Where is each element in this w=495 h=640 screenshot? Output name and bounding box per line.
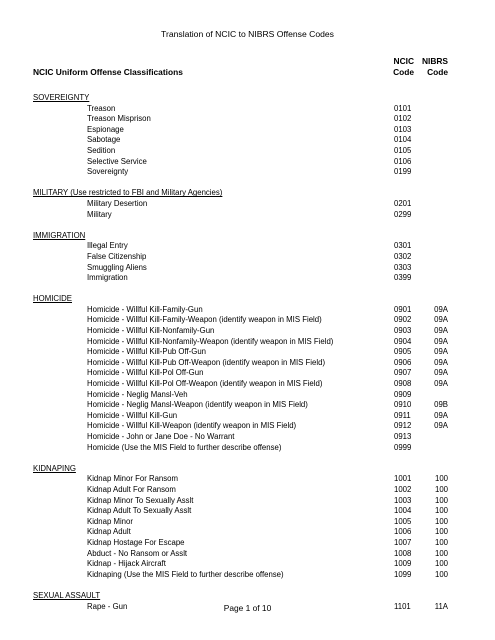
ncic-code: 0399 [394, 273, 412, 283]
nibrs-code: 100 [434, 495, 448, 505]
nibrs-code: 100 [434, 506, 448, 516]
nibrs-code: 09A [434, 347, 448, 357]
ncic-code-column-header [386, 56, 414, 78]
table-row [0, 538, 495, 549]
offense-description: Kidnap Minor To Sexually Asslt [87, 495, 194, 505]
offense-description: Espionage [87, 124, 124, 134]
section-spacer [0, 580, 495, 591]
table-row [0, 315, 495, 326]
ncic-code: 0105 [394, 145, 412, 155]
ncic-code: 1008 [394, 548, 412, 558]
nibrs-code: 09A [434, 410, 448, 420]
ncic-code: 1007 [394, 537, 412, 547]
table-row [0, 157, 495, 168]
section-title-text: KIDNAPING [33, 463, 76, 473]
ncic-code: 0303 [394, 262, 412, 272]
ncic-code: 1009 [394, 559, 412, 569]
ncic-code: 0901 [394, 304, 412, 314]
table-row [0, 305, 495, 316]
offense-description: Homicide - Willful Kill-Pol Off-Weapon (identify weapon in MIS Field) [87, 379, 323, 389]
nibrs-code: 09A [434, 326, 448, 336]
offense-description: Homicide - Willful Kill-Nonfamily-Weapon (identify weapon in MIS Field) [87, 336, 334, 346]
ncic-code: 0910 [394, 400, 412, 410]
table-row [0, 125, 495, 136]
ncic-header-line-2: Code [393, 67, 414, 77]
table-row [0, 527, 495, 538]
nibrs-code: 100 [434, 569, 448, 579]
offense-description: Kidnap Adult To Sexually Asslt [87, 506, 192, 516]
nibrs-code: 100 [434, 548, 448, 558]
table-row [0, 443, 495, 454]
table-row [0, 358, 495, 369]
offense-description: Homicide - Willful Kill-Gun [87, 410, 178, 420]
nibrs-code: 09B [434, 400, 448, 410]
section-title [33, 464, 76, 475]
section-header-row [0, 188, 495, 199]
offense-description: Immigration [87, 273, 128, 283]
nibrs-code: 11A [434, 601, 448, 611]
ncic-code: 0104 [394, 135, 412, 145]
nibrs-code: 100 [434, 484, 448, 494]
section-spacer [0, 178, 495, 189]
offense-description: Kidnap Minor For Ransom [87, 474, 179, 484]
offense-description: Homicide - Willful Kill-Pol Off-Gun [87, 368, 204, 378]
table-row [0, 337, 495, 348]
ncic-code: 0103 [394, 124, 412, 134]
table-row [0, 252, 495, 263]
table-row [0, 379, 495, 390]
nibrs-code: 09A [434, 421, 448, 431]
table-row [0, 347, 495, 358]
table-row [0, 411, 495, 422]
ncic-code: 0904 [394, 336, 412, 346]
table-row [0, 432, 495, 443]
ncic-code: 1005 [394, 516, 412, 526]
nibrs-code: 09A [434, 368, 448, 378]
nibrs-code: 09A [434, 357, 448, 367]
ncic-code: 0907 [394, 368, 412, 378]
nibrs-code-column-header [420, 56, 448, 78]
offense-description: False Citizenship [87, 251, 147, 261]
nibrs-code: 100 [434, 559, 448, 569]
table-row [0, 273, 495, 284]
nibrs-header-line-1: NIBRS [421, 56, 448, 66]
section-header-row [0, 464, 495, 475]
ncic-code: 1001 [394, 474, 412, 484]
nibrs-code: 100 [434, 537, 448, 547]
nibrs-code: 100 [434, 527, 448, 537]
table-row [0, 517, 495, 528]
section-header-row [0, 231, 495, 242]
table-row [0, 496, 495, 507]
section-title-text: MILITARY [33, 188, 69, 198]
section-title-text: SOVEREIGNTY [33, 93, 90, 102]
offense-description: Military Desertion [87, 198, 148, 208]
offense-description: Selective Service [87, 156, 147, 166]
table-row [0, 199, 495, 210]
table-row [0, 485, 495, 496]
table-row [0, 474, 495, 485]
offense-description: Homicide (Use the MIS Field to further describe offense) [87, 442, 282, 452]
section-title [33, 231, 85, 242]
nibrs-code: 09A [434, 379, 448, 389]
offense-description: Kidnap Minor [87, 516, 133, 526]
offense-description: Homicide - Willful Kill-Weapon (identify weapon in MIS Field) [87, 421, 297, 431]
ncic-code: 1003 [394, 495, 412, 505]
offense-description: Kidnap Hostage For Escape [87, 537, 185, 547]
offense-description: Kidnap Adult For Ransom [87, 484, 176, 494]
table-row [0, 390, 495, 401]
section-header-row [0, 591, 495, 602]
page-footer: Page 1 of 10 [223, 603, 272, 613]
section-title-text: SEXUAL ASSAULT [33, 590, 101, 600]
nibrs-code: 09A [434, 336, 448, 346]
ncic-code: 0302 [394, 251, 412, 261]
table-row [0, 114, 495, 125]
ncic-code: 0102 [394, 114, 412, 124]
ncic-code: 0913 [394, 432, 412, 441]
offense-description: Treason Misprison [87, 114, 151, 124]
section-title-text: HOMICIDE [33, 294, 72, 304]
table-row [0, 135, 495, 146]
nibrs-code: 100 [434, 474, 448, 484]
section-spacer [0, 220, 495, 231]
offense-description: Sovereignty [87, 167, 129, 177]
nibrs-header-line-2: Code [427, 67, 448, 77]
offense-description: Homicide - John or Jane Doe - No Warrant [87, 432, 235, 441]
table-row [0, 421, 495, 432]
section-note: (Use restricted to FBI and Military Agencies) [68, 188, 223, 198]
section-header-row [0, 93, 495, 104]
section-spacer [0, 284, 495, 295]
table-row [0, 400, 495, 411]
nibrs-code: 09A [434, 315, 448, 325]
ncic-code: 0999 [394, 442, 412, 452]
ncic-code: 0902 [394, 315, 412, 325]
classification-column-header: NCIC Uniform Offense Classifications [33, 67, 183, 77]
table-row [0, 326, 495, 337]
nibrs-code: 100 [434, 516, 448, 526]
table-row [0, 167, 495, 178]
section-header-row [0, 294, 495, 305]
offense-description: Homicide - Willful Kill-Family-Weapon (identify weapon in MIS Field) [87, 315, 322, 325]
offense-description: Rape - Gun [87, 601, 128, 611]
table-row [0, 368, 495, 379]
ncic-code: 0903 [394, 326, 412, 336]
offense-description: Homicide - Willful Kill-Pub Off-Weapon (identify weapon in MIS Field) [87, 357, 326, 367]
ncic-code: 0908 [394, 379, 412, 389]
ncic-code: 0299 [394, 209, 412, 219]
offense-description: Illegal Entry [87, 241, 128, 251]
section-title-text: IMMIGRATION [33, 230, 86, 240]
ncic-code: 0905 [394, 347, 412, 357]
table-row [0, 506, 495, 517]
offense-description: Kidnap Adult [87, 527, 131, 537]
offense-description: Kidnap - Hijack Aircraft [87, 559, 166, 569]
table-row [0, 146, 495, 157]
section-spacer [0, 453, 495, 464]
section-title [33, 591, 100, 602]
ncic-code: 0906 [394, 357, 412, 367]
table-row [0, 241, 495, 252]
offense-description: Treason [87, 103, 116, 113]
table-row [0, 210, 495, 221]
offense-description: Homicide - Willful Kill-Family-Gun [87, 304, 203, 314]
offense-description: Smuggling Aliens [87, 262, 147, 272]
section-title [33, 188, 222, 199]
ncic-code: 0911 [394, 410, 411, 420]
offense-description: Homicide - Neglig Mansl-Veh [87, 389, 188, 399]
ncic-code: 1101 [394, 601, 411, 611]
offense-description: Homicide - Neglig Mansl-Weapon (identify weapon in MIS Field) [87, 400, 308, 410]
ncic-code: 0909 [394, 389, 412, 399]
offense-description: Military [87, 209, 112, 219]
ncic-code: 1099 [394, 569, 412, 579]
offense-description: Sedition [87, 145, 116, 155]
nibrs-code: 09A [434, 304, 448, 314]
ncic-code: 1006 [394, 527, 412, 537]
section-title [33, 294, 72, 305]
ncic-code: 1002 [394, 484, 412, 494]
offense-code-table [0, 93, 495, 612]
offense-description: Abduct - No Ransom or Asslt [87, 548, 188, 558]
section-title [33, 93, 89, 104]
table-row [0, 549, 495, 560]
ncic-code: 0301 [394, 241, 412, 251]
offense-description: Sabotage [87, 135, 121, 145]
table-row [0, 570, 495, 581]
ncic-code: 0201 [394, 198, 412, 208]
ncic-header-line-1: NCIC [393, 56, 414, 66]
document-title: Translation of NCIC to NIBRS Offense Codes [161, 29, 334, 39]
offense-description: Homicide - Willful Kill-Nonfamily-Gun [87, 326, 215, 336]
ncic-code: 0912 [394, 421, 412, 431]
ncic-code: 0101 [394, 103, 412, 113]
ncic-code: 1004 [394, 506, 412, 516]
ncic-code: 0106 [394, 156, 412, 166]
offense-description: Kidnaping (Use the MIS Field to further describe offense) [87, 569, 284, 579]
table-row [0, 559, 495, 570]
ncic-code: 0199 [394, 167, 412, 177]
offense-description: Homicide - Willful Kill-Pub Off-Gun [87, 347, 207, 357]
table-row [0, 263, 495, 274]
table-row [0, 104, 495, 115]
